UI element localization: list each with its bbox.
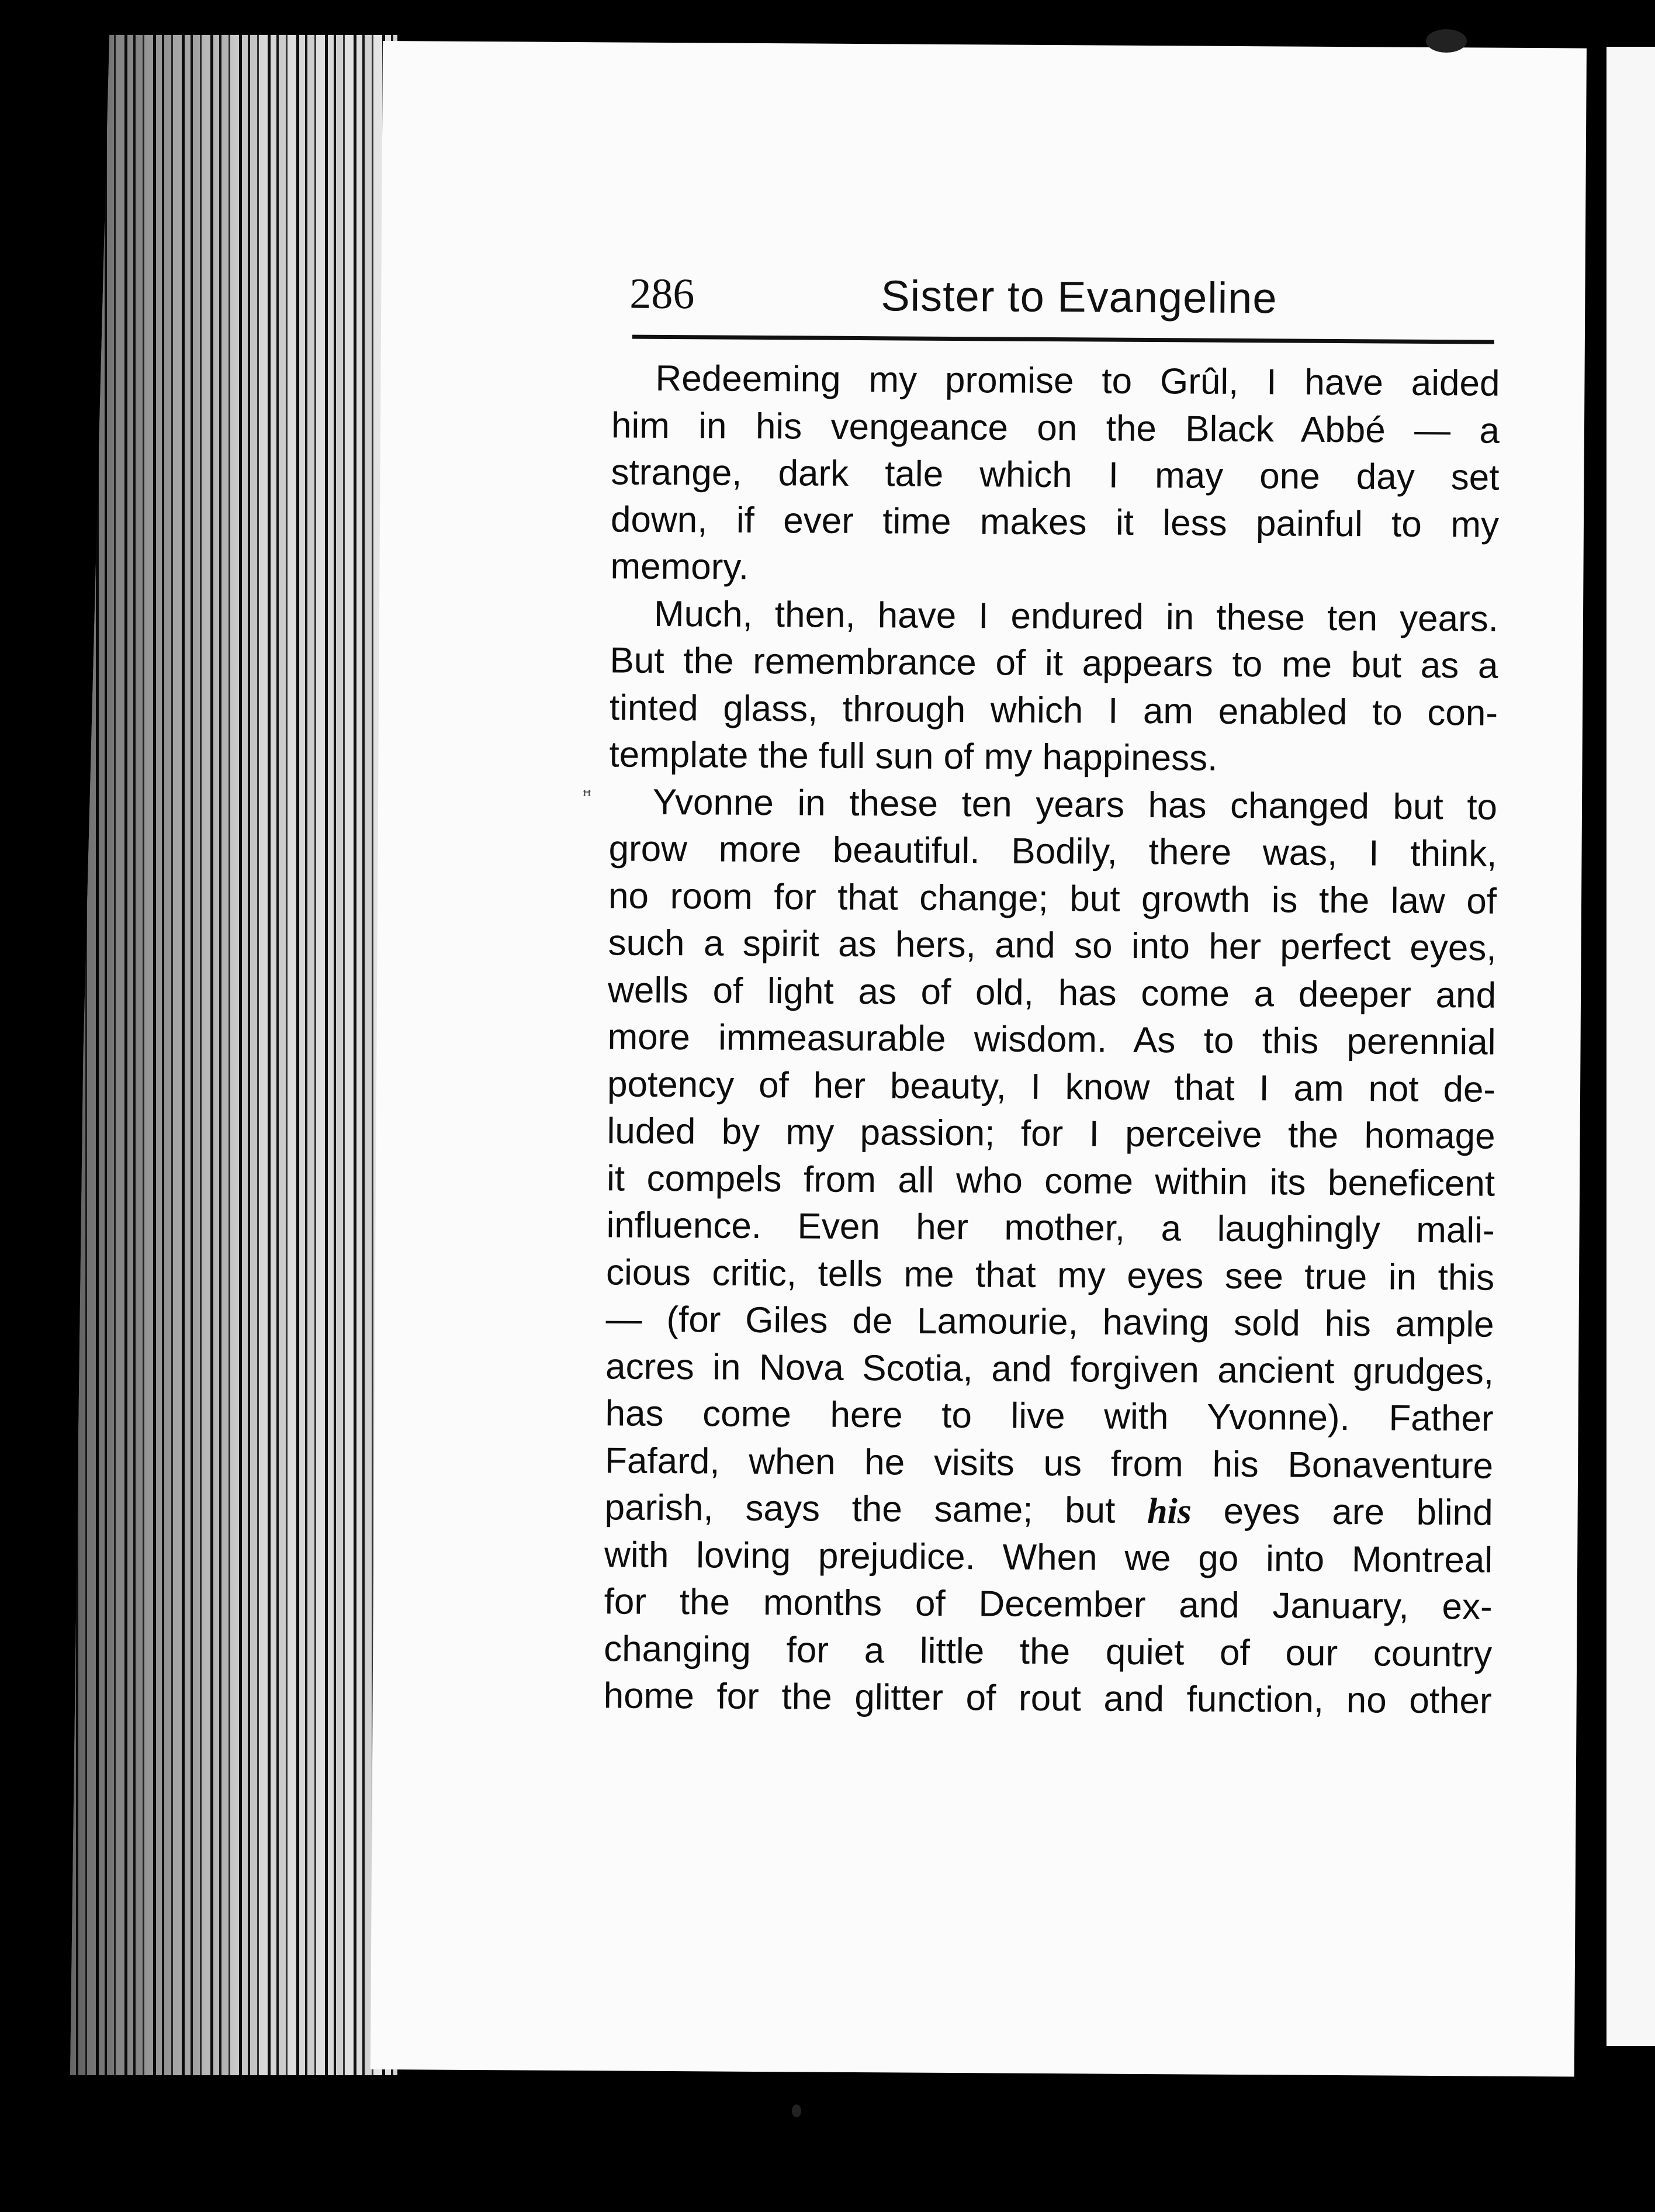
book-page (371, 41, 1587, 2077)
scan-speck (792, 2104, 801, 2117)
text-line: more immeasurable wisdom. As to this perennial (607, 1017, 1496, 1063)
text-line: — (for Giles de Lamourie, having sold his ample (605, 1299, 1494, 1345)
body-text (603, 355, 1500, 1725)
text-lines (603, 355, 1500, 1725)
text-line: such a spirit as hers, and so into her perfect eyes, (608, 922, 1497, 969)
text-line: down, if ever time makes it less painful to my (610, 499, 1500, 545)
text-line: it compels from all who come within its beneficent (606, 1157, 1495, 1204)
text-line: with loving prejudice. When we go into Montreal (604, 1534, 1493, 1581)
text-line: has come here to live with Yvonne). Father (605, 1393, 1494, 1439)
adjacent-page-edge (1598, 47, 1655, 2046)
text-line: acres in Nova Scotia, and forgiven ancient grudges, (605, 1346, 1494, 1392)
text-segment: parish, says the same; but (604, 1487, 1148, 1532)
text-line: no room for that change; but growth is the law of (608, 875, 1497, 922)
text-line: Yvonne in these ten years has changed but to (652, 782, 1498, 828)
page-number: 286 (629, 269, 695, 319)
italic-word: his (1147, 1491, 1192, 1532)
text-line: influence. Even her mother, a laughingly mali- (606, 1205, 1495, 1251)
text-line: cious critic, tells me that my eyes see true in this (605, 1252, 1495, 1298)
text-line: changing for a little the quiet of our country (603, 1628, 1493, 1675)
text-line-with-italic (604, 1484, 1493, 1537)
text-segment: eyes are blind (1191, 1491, 1493, 1533)
text-line: Fafard, when he visits us from his Bonaventure (604, 1440, 1494, 1487)
fore-edge-shadow (70, 35, 397, 2075)
text-line: him in his vengeance on the Black Abbé — a (611, 405, 1500, 451)
text-line: Much, then, have I endured in these ten years. (653, 593, 1499, 640)
text-line: potency of her beauty, I know that I am not de- (607, 1063, 1496, 1110)
running-head (629, 265, 1489, 334)
text-line: for the months of December and January, ex- (604, 1581, 1493, 1627)
text-line: tinted glass, through which I am enabled to con- (609, 687, 1498, 734)
text-line: memory. (610, 546, 749, 587)
running-title: Sister to Evangeline (881, 271, 1277, 323)
margin-mark: ꟸ (583, 787, 591, 806)
text-line: luded by my passion; for I perceive the homage (607, 1111, 1495, 1157)
scan-speck (1426, 29, 1467, 53)
text-line: But the remembrance of it appears to me but as a (610, 640, 1498, 686)
text-line: home for the glitter of rout and function, no other (603, 1675, 1492, 1722)
text-line: strange, dark tale which I may one day set (611, 452, 1500, 498)
text-line: grow more beautiful. Bodily, there was, I think, (608, 828, 1497, 875)
header-rule (632, 335, 1494, 344)
text-line: template the full sun of my happiness. (609, 734, 1218, 779)
text-line: wells of light as of old, has come a deeper and (607, 969, 1497, 1016)
text-line: Redeeming my promise to Grûl, I have aided (655, 358, 1500, 404)
